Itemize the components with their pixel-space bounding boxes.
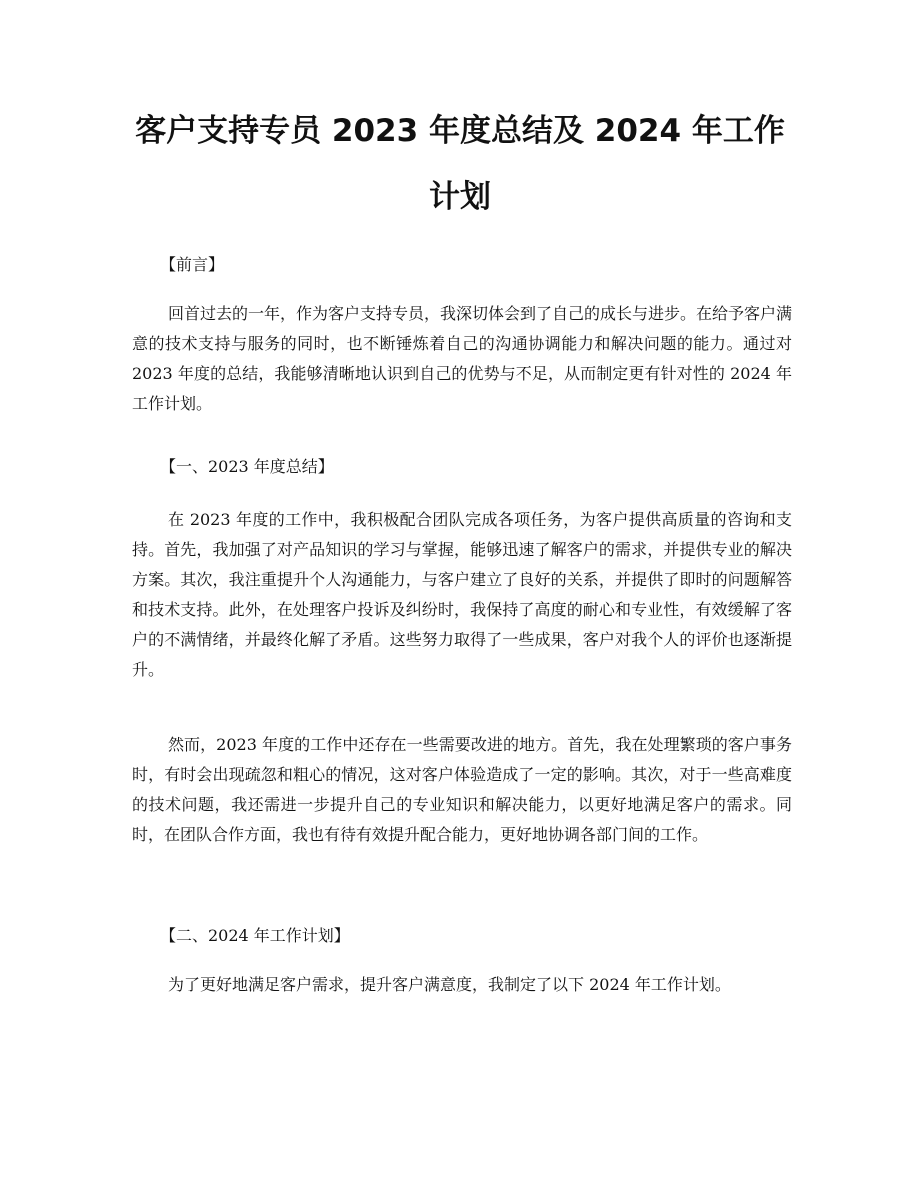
paragraph-summary-achievements: 在 2023 年度的工作中，我积极配合团队完成各项任务，为客户提供高质量的咨询和支持。首先，我加强了对产品知识的学习与掌握，能够迅速了解客户的需求，并提供专业的解决方案。其次，我注重提升个人沟通能力，与客户建立了良好的关系，并提供了即时的问题解答和技术支持。此外，在处理客户投诉及纠纷时，我保持了高度的耐心和专业性，有效缓解了客户的不满情绪，并最终化解了矛盾。这些努力取得了一些成果，客户对我个人的评价也逐渐提升。: [132, 510, 792, 679]
section-heading-summary-2023: 【一、2023 年度总结】: [160, 457, 334, 476]
section-heading-preface: 【前言】: [160, 255, 225, 274]
section-heading-plan-2024: 【二、2024 年工作计划】: [160, 926, 350, 945]
document-title: 客户支持专员 2023 年度总结及 2024 年工作计划: [135, 113, 785, 215]
paragraph-plan-intro: 为了更好地满足客户需求，提升客户满意度，我制定了以下 2024 年工作计划。: [168, 975, 731, 994]
paragraph-summary-improvements: 然而，2023 年度的工作中还存在一些需要改进的地方。首先，我在处理繁琐的客户事务时，有时会出现疏忽和粗心的情况，这对客户体验造成了一定的影响。其次，对于一些高难度的技术问题，我还需进一步提升自己的专业知识和解决能力，以更好地满足客户的需求。同时，在团队合作方面，我也有待有效提升配合能力，更好地协调各部门间的工作。: [132, 735, 792, 844]
paragraph-preface: 回首过去的一年，作为客户支持专员，我深切体会到了自己的成长与进步。在给予客户满意的技术支持与服务的同时，也不断锤炼着自己的沟通协调能力和解决问题的能力。通过对 2023 年度的总结，我能够清晰地认识到自己的优势与不足，从而制定更有针对性的 2024 年工作计划。: [132, 304, 793, 413]
